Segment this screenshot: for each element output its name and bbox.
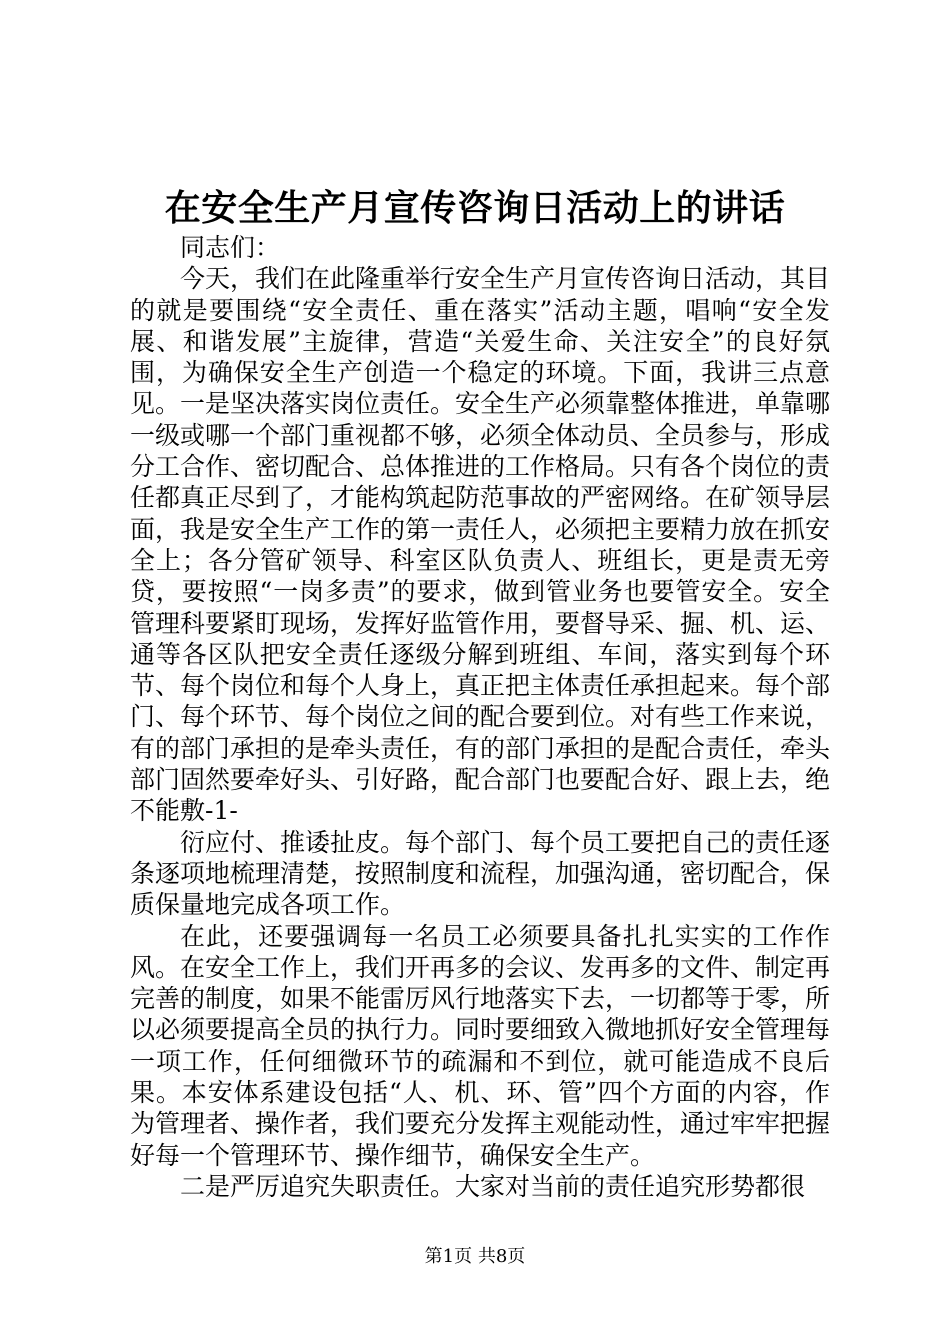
body-paragraph: 二是严厉追究失职责任。大家对当前的责任追究形势都很	[180, 1171, 806, 1201]
document-title: 在安全生产月宣传咨询日活动上的讲话	[164, 187, 786, 229]
body-paragraph: 在此，还要强调每一名员工必须要具备扎扎实实的工作作风。在安全工作上，我们开再多的会议、发再多的文件、制定再完善的制度，如果不能雷厉风行地落实下去，一切都等于零，所以必须要提高全员的执行力。同时要细致入微地抓好安全管理每一项工作，任何细微环节的疏漏和不到位，就可能造成不良后果。本安体系建设包括“人、机、环、管”四个方面的内容，作为管理者、操作者，我们要充分发挥主观能动性，通过牢牢把握好每一个管理环节、操作细节，确保安全生产。	[130, 921, 831, 1170]
document-body	[130, 232, 830, 1202]
salutation-paragraph: 同志们：	[180, 233, 281, 262]
body-paragraph: 今天，我们在此隆重举行安全生产月宣传咨询日活动，其目的就是要围绕“安全责任、重在落实”活动主题，唱响“安全发展、和谐发展”主旋律，营造“关爱生命、关注安全”的良好氛围，为确保安全生产创造一个稳定的环境。下面，我讲三点意见。一是坚决落实岗位责任。安全生产必须靠整体推进，单靠哪一级或哪一个部门重视都不够，必须全体动员、全员参与，形成分工合作、密切配合、总体推进的工作格局。只有各个岗位的责任都真正尽到了，才能构筑起防范事故的严密网络。在矿领导层面，我是安全生产工作的第一责任人，必须把主要精力放在抓安全上；各分管矿领导、科室区队负责人、班组长，更是责无旁贷，要按照“一岗多责”的要求，做到管业务也要管安全。安全管理科要紧盯现场，发挥好监管作用，要督导采、掘、机、运、通等各区队把安全责任逐级分解到班组、车间，落实到每个环节、每个岗位和每个人身上，真正把主体责任承担起来。每个部门、每个环节、每个岗位之间的配合要到位。对有些工作来说，有的部门承担的是牵头责任，有的部门承担的是配合责任，牵头部门固然要牵好头、引好路，配合部门也要配合好、跟上去，绝不能敷-1-	[130, 264, 831, 826]
page-footer: 第1页 共8页	[424, 1246, 526, 1267]
body-paragraph: 衍应付、推诿扯皮。每个部门、每个员工要把自己的责任逐条逐项地梳理清楚，按照制度和流程，加强沟通，密切配合，保质保量地完成各项工作。	[130, 827, 831, 920]
